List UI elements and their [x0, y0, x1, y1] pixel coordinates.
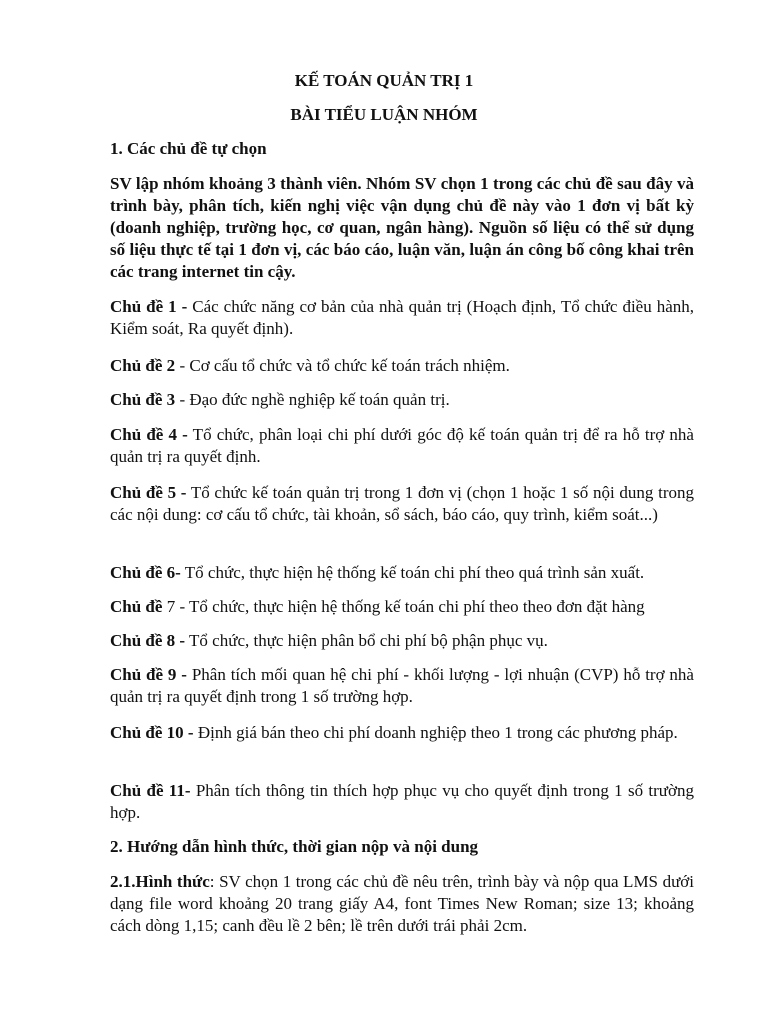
topic-11 [110, 780, 694, 824]
section-2-heading: 2. Hướng dẫn hình thức, thời gian nộp và nội dung [110, 837, 479, 856]
topic-2 [110, 355, 694, 377]
topic-6 [110, 562, 694, 584]
form-text: : SV chọn 1 trong các chủ đề nêu trên, trình bày và nộp qua LMS dưới dạng file word khoảng 20 trang giấy A4, font Times New Roman; size 13; khoảng cách dòng 1,15; canh đều lề 2 bên; lề trên dưới trái phải 2cm. [110, 872, 695, 935]
topic-4-text: Tổ chức, phân loại chi phí dưới góc độ kế toán quản trị để ra hỗ trợ nhà quản trị ra quyết định. [110, 425, 694, 466]
topic-1-label: Chủ đề 1 - [110, 297, 188, 316]
document-title: KẾ TOÁN QUẢN TRỊ 1 [294, 71, 474, 90]
topic-9 [110, 664, 694, 708]
topic-4 [110, 424, 694, 468]
topic-9-label: Chủ đề 9 - [110, 665, 187, 684]
topic-1-text: Các chức năng cơ bản của nhà quản trị (Hoạch định, Tổ chức điều hành, Kiểm soát, Ra quyết định). [110, 297, 694, 338]
topic-8-label: Chủ đề 8 - [110, 631, 186, 650]
topic-5-label: Chủ đề 5 - [110, 483, 187, 502]
form-guidance [110, 871, 694, 937]
topic-1 [110, 296, 694, 340]
topic-10-label: Chủ đề 10 - [110, 723, 194, 742]
topic-4-label: Chủ đề 4 - [110, 425, 188, 444]
topic-5 [110, 482, 694, 526]
topic-3-text: - Đạo đức nghề nghiệp kế toán quản trị. [175, 390, 450, 409]
topic-3 [110, 389, 694, 411]
topic-10 [110, 722, 694, 744]
topic-9-text: Phân tích mối quan hệ chi phí - khối lượng - lợi nhuận (CVP) hỗ trợ nhà quản trị ra quyết định trong 1 số trường hợp. [110, 665, 694, 706]
document-subtitle: BÀI TIỂU LUẬN NHÓM [290, 105, 478, 124]
section-1-intro: SV lập nhóm khoảng 3 thành viên. Nhóm SV chọn 1 trong các chủ đề sau đây và trình bày, phân tích, kiến nghị việc vận dụng chủ đề này vào 1 đơn vị bất kỳ (doanh nghiệp, trường học, cơ quan, ngân hàng). Nguồn số liệu có thể sử dụng số liệu thực tế tại 1 đơn vị, các báo cáo, luận văn, luận án công bố công khai trên các trang internet tin cậy. [110, 174, 694, 281]
topic-7-label: Chủ đề [110, 597, 163, 616]
topic-10-text: Định giá bán theo chi phí doanh nghiệp theo 1 trong các phương pháp. [193, 723, 678, 742]
topic-8 [110, 630, 694, 652]
topic-3-label: Chủ đề 3 [110, 390, 176, 409]
topic-2-text: - Cơ cấu tổ chức và tổ chức kế toán trách nhiệm. [175, 356, 510, 375]
topic-5-text: Tổ chức kế toán quản trị trong 1 đơn vị (chọn 1 hoặc 1 số nội dung trong các nội dung: cơ cấu tổ chức, tài khoản, sổ sách, báo cáo, quy trình, kiểm soát...) [110, 483, 694, 524]
topic-8-text: Tổ chức, thực hiện phân bổ chi phí bộ phận phục vụ. [185, 631, 548, 650]
topic-7 [110, 596, 694, 618]
section-1-heading: 1. Các chủ đề tự chọn [110, 139, 267, 158]
topic-11-text: Phân tích thông tin thích hợp phục vụ cho quyết định trong 1 số trường hợp. [110, 781, 694, 822]
topic-6-label: Chủ đề 6- [110, 563, 181, 582]
topic-7-text: 7 - Tổ chức, thực hiện hệ thống kế toán chi phí theo theo đơn đặt hàng [162, 597, 645, 616]
form-label: 2.1.Hình thức [110, 872, 210, 891]
topic-11-label: Chủ đề 11- [110, 781, 191, 800]
topic-2-label: Chủ đề 2 [110, 356, 176, 375]
topic-6-text: Tổ chức, thực hiện hệ thống kế toán chi phí theo quá trình sản xuất. [180, 563, 645, 582]
